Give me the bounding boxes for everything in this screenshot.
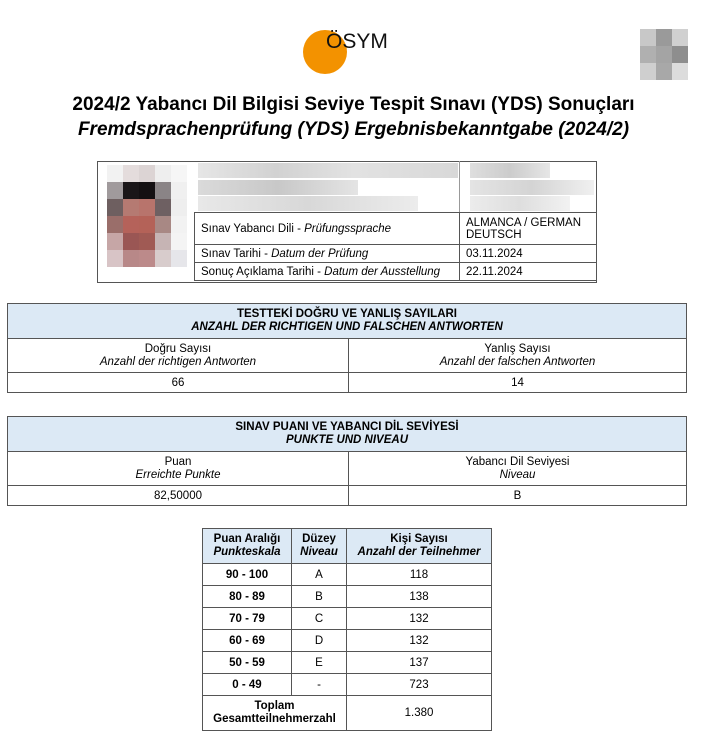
- total-value: 1.380: [347, 696, 492, 731]
- points-table: [7, 416, 687, 506]
- wrong-count-header: Yanlış Sayısı Anzahl der falschen Antworten: [349, 339, 687, 373]
- redacted-id: [470, 163, 550, 178]
- table-row: 80 - 89 B 138: [203, 586, 492, 608]
- exam-language-label: Sınav Yabancı Dili - Prüfungssprache: [195, 213, 460, 245]
- exam-language-row: [195, 213, 597, 245]
- table-row: 70 - 79 C 132: [203, 608, 492, 630]
- exam-language-value: ALMANCA / GERMAN DEUTSCH: [460, 213, 597, 245]
- table-row: 60 - 69 D 132: [203, 630, 492, 652]
- redacted-extra: [198, 196, 418, 211]
- level-value: B: [349, 486, 687, 506]
- answers-table: [7, 303, 687, 393]
- table-row: 0 - 49 - 723: [203, 674, 492, 696]
- result-date-row: [195, 263, 597, 281]
- redacted-id-2: [470, 180, 594, 195]
- info-divider: [459, 161, 460, 212]
- redacted-surname: [198, 180, 358, 195]
- answers-header: TESTTEKİ DOĞRU VE YANLIŞ SAYILARI ANZAHL DER RICHTIGEN UND FALSCHEN ANTWORTEN: [8, 304, 687, 339]
- result-date-value: 22.11.2024: [460, 263, 597, 281]
- correct-count-value: 66: [8, 373, 349, 393]
- total-row: [203, 696, 492, 731]
- table-row: 50 - 59 E 137: [203, 652, 492, 674]
- level-header: Yabancı Dil Seviyesi Niveau: [349, 452, 687, 486]
- redacted-name: [198, 163, 458, 178]
- score-scale-table: [202, 528, 492, 731]
- correct-count-header: Doğru Sayısı Anzahl der richtigen Antworten: [8, 339, 349, 373]
- wrong-count-value: 14: [349, 373, 687, 393]
- exam-date-label: Sınav Tarihi - Datum der Prüfung: [195, 245, 460, 263]
- qr-code-image: [640, 29, 688, 80]
- range-header: Puan Aralığı Punkteskala: [203, 529, 292, 564]
- level-col-header: Düzey Niveau: [292, 529, 347, 564]
- candidate-photo: [101, 165, 193, 275]
- table-row: 90 - 100 A 118: [203, 564, 492, 586]
- exam-info-table: [194, 212, 597, 281]
- redacted-id-3: [470, 196, 570, 211]
- osym-logo-text: ÖSYM: [326, 30, 388, 53]
- total-label: Toplam Gesamtteilnehmerzahl: [203, 696, 347, 731]
- result-date-label: Sonuç Açıklama Tarihi - Datum der Ausstellung: [195, 263, 460, 281]
- page-subtitle: Fremdsprachenprüfung (YDS) Ergebnisbekanntgabe (2024/2): [77, 119, 630, 140]
- page-title: 2024/2 Yabancı Dil Bilgisi Seviye Tespit Sınavı (YDS) Sonuçları: [72, 94, 635, 115]
- score-value: 82,50000: [8, 486, 349, 506]
- exam-date-value: 03.11.2024: [460, 245, 597, 263]
- points-header: SINAV PUANI VE YABANCI DİL SEVİYESİ PUNKTE UND NIVEAU: [8, 417, 687, 452]
- count-header: Kişi Sayısı Anzahl der Teilnehmer: [347, 529, 492, 564]
- score-header: Puan Erreichte Punkte: [8, 452, 349, 486]
- exam-date-row: [195, 245, 597, 263]
